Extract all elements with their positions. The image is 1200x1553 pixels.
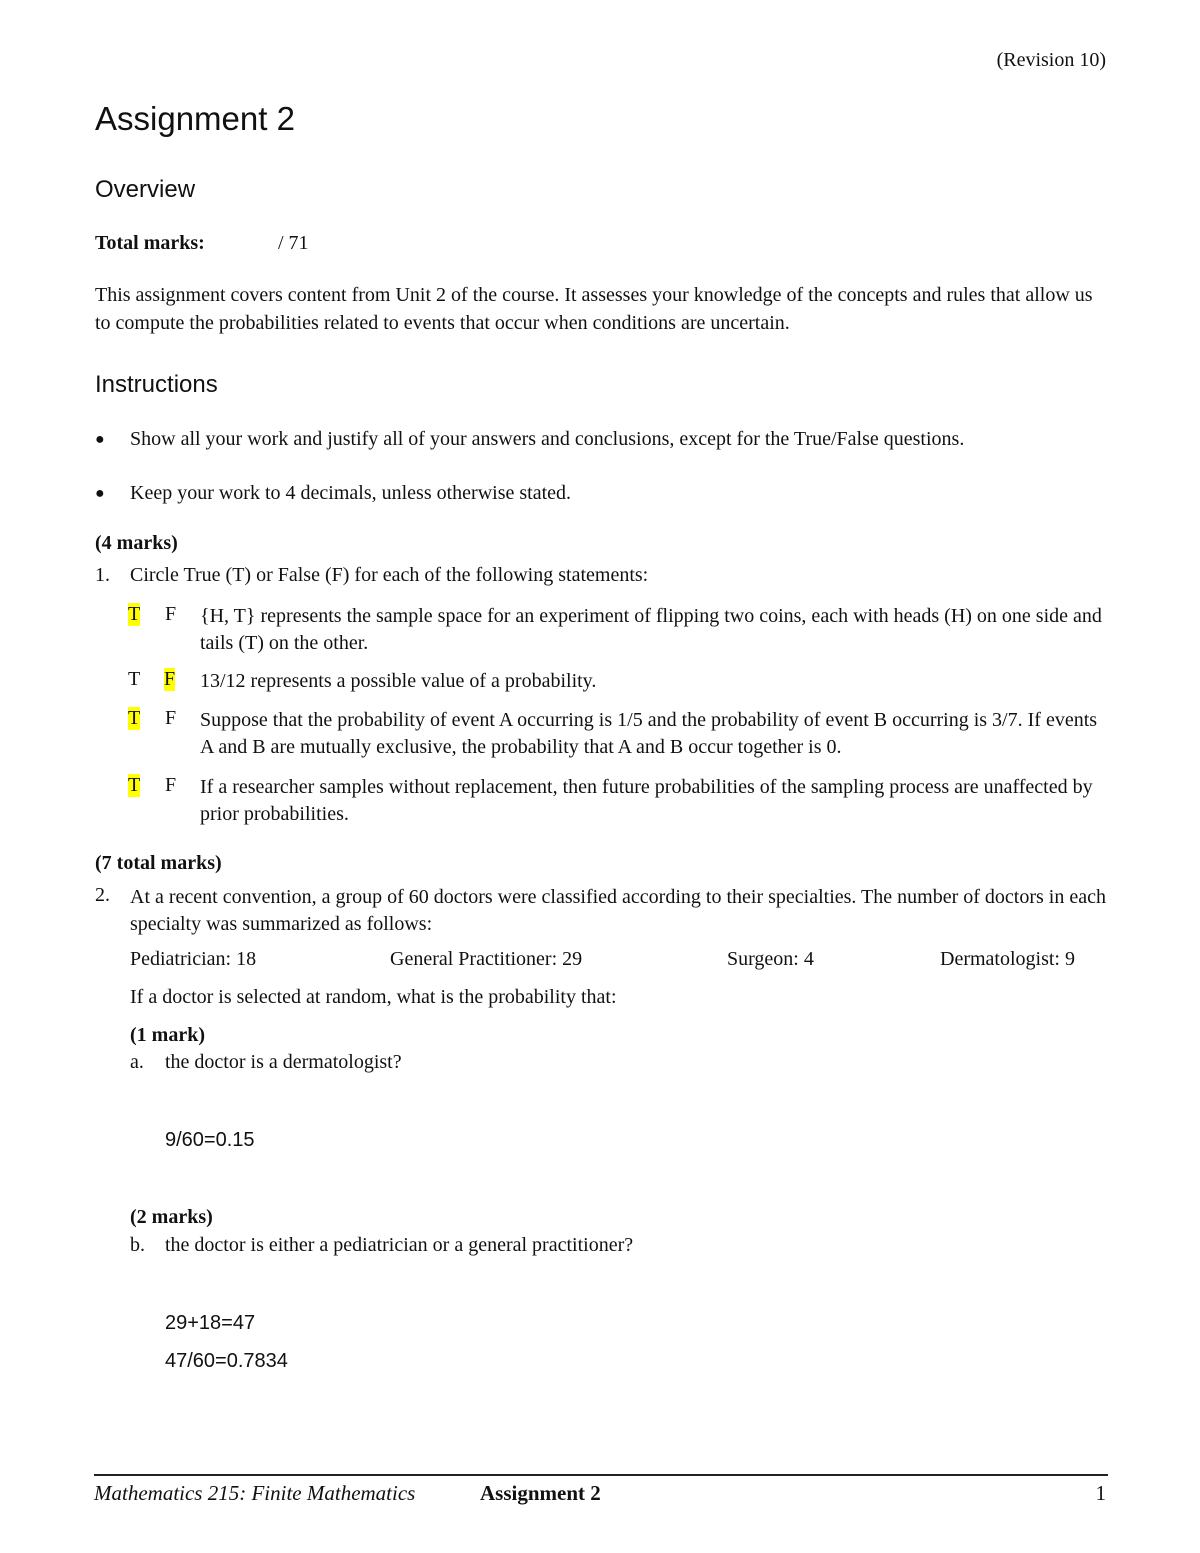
bullet-icon: ● <box>95 431 105 448</box>
q2-prompt: At a recent convention, a group of 60 doctors were classified according to their specialties. The number of doctors in each specialty was summarized as follows: <box>130 886 1106 935</box>
page-title: Assignment 2 <box>95 100 295 137</box>
q1-s4-false-option[interactable]: F <box>165 774 177 796</box>
q2b-letter: b. <box>130 1234 145 1256</box>
q1-s4-true-option[interactable]: T <box>128 774 141 796</box>
page-number: 1 <box>1095 1481 1106 1505</box>
q2a-answer-line: 9/60=0.15 <box>165 1129 255 1151</box>
q1-s3-false-option[interactable]: F <box>165 707 177 729</box>
q2-number: 2. <box>95 884 110 906</box>
q1-number: 1. <box>95 564 110 586</box>
q1-statement: {H, T} represents the sample space for an experiment of flipping two coins, each with heads (H) on one side and tails (T) on the other. <box>200 605 1102 654</box>
specialty-dermatologist: Dermatologist: 9 <box>940 948 1075 970</box>
instruction-text: Keep your work to 4 decimals, unless otherwise stated. <box>130 482 572 504</box>
total-marks-label: Total marks: <box>95 232 205 254</box>
q2b-marks: (2 marks) <box>130 1206 213 1228</box>
q1-statement: Suppose that the probability of event A occurring is 1/5 and the probability of event B occurring is 3/7. If events A and B are mutually exclusive, the probability that A and B occur together is 0. <box>200 709 1098 758</box>
instruction-text: Show all your work and justify all of your answers and conclusions, except for the True/False questions. <box>130 428 965 450</box>
q1-prompt: Circle True (T) or False (F) for each of the following statements: <box>130 564 649 586</box>
q2-marks: (7 total marks) <box>95 852 222 874</box>
footer-doc-title: Assignment 2 <box>480 1481 601 1505</box>
overview-heading: Overview <box>95 176 196 203</box>
q1-s3-true-option[interactable]: T <box>128 707 141 729</box>
q2b-answer-line: 29+18=47 <box>165 1312 256 1334</box>
q2-question: If a doctor is selected at random, what is the probability that: <box>130 986 617 1008</box>
q2a-text: the doctor is a dermatologist? <box>165 1051 402 1073</box>
specialty-surgeon: Surgeon: 4 <box>727 948 814 970</box>
specialty-general-practitioner: General Practitioner: 29 <box>390 948 583 970</box>
q2b-answer-line: 47/60=0.7834 <box>165 1350 288 1372</box>
footer-rule <box>94 1474 1108 1476</box>
q1-s2-false-option[interactable]: F <box>164 668 176 690</box>
q1-s2-true-option[interactable]: T <box>128 668 141 690</box>
instructions-heading: Instructions <box>95 371 218 398</box>
q2a-marks: (1 mark) <box>130 1024 205 1046</box>
footer-course: Mathematics 215: Finite Mathematics <box>94 1481 416 1505</box>
revision-label: (Revision 10) <box>996 49 1106 71</box>
q1-marks: (4 marks) <box>95 532 178 554</box>
specialty-pediatrician: Pediatrician: 18 <box>130 948 257 970</box>
q1-s1-true-option[interactable]: T <box>128 603 141 625</box>
total-marks-value: / 71 <box>278 232 309 254</box>
bullet-icon: ● <box>95 485 105 502</box>
q1-s1-false-option[interactable]: F <box>165 603 177 625</box>
q1-statement: 13/12 represents a possible value of a probability. <box>200 670 597 692</box>
q1-statement: If a researcher samples without replacement, then future probabilities of the sampling process are unaffected by prior probabilities. <box>200 776 1093 825</box>
q2b-text: the doctor is either a pediatrician or a general practitioner? <box>165 1234 634 1256</box>
q2a-letter: a. <box>130 1051 144 1073</box>
overview-description: This assignment covers content from Unit 2 of the course. It assesses your knowledge of the concepts and rules that allow us to compute the probabilities related to events that occur when conditions are uncertain. <box>95 284 1093 334</box>
